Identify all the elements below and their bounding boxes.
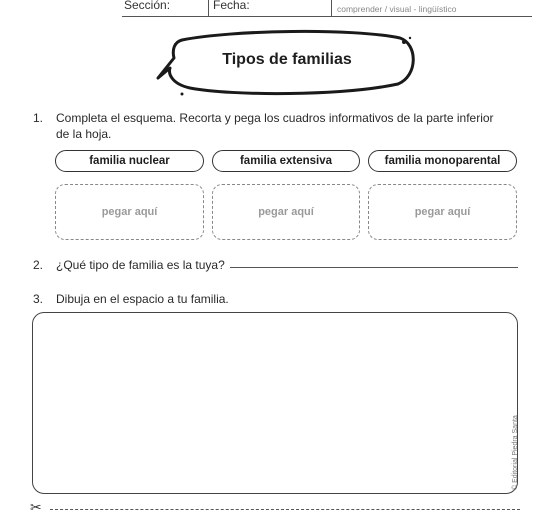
family-type-label: familia nuclear [55, 150, 204, 172]
drawing-area[interactable] [32, 312, 518, 494]
copyright-note: © Editorial Piedra Santa [512, 415, 519, 490]
scissors-icon: ✂ [30, 499, 42, 515]
family-type-label: familia extensiva [212, 150, 360, 172]
header-rule [122, 16, 532, 17]
q1-number: 1. [33, 111, 44, 125]
q2-number: 2. [33, 258, 44, 272]
seccion-label: Sección: [124, 0, 171, 12]
fecha-label: Fecha: [213, 0, 250, 12]
skill-hint: comprender / visual - lingüístico [337, 4, 457, 14]
q1-text-line: Completa el esquema. Recorta y pega los cuadros informativos de la parte inferior [56, 111, 494, 125]
q2-text: ¿Qué tipo de familia es la tuya? [56, 258, 225, 272]
q1-text-line: de la hoja. [56, 127, 112, 141]
cut-line [50, 509, 520, 510]
paste-box: pegar aquí [212, 184, 360, 240]
paste-box: pegar aquí [368, 184, 517, 240]
page-title: Tipos de familias [222, 51, 352, 68]
q3-number: 3. [33, 292, 44, 306]
title-bubble [152, 28, 422, 100]
family-type-label: familia monoparental [368, 150, 517, 172]
paste-box: pegar aquí [55, 184, 204, 240]
answer-line[interactable] [230, 267, 518, 268]
q1-text [56, 110, 494, 142]
q3-text: Dibuja en el espacio a tu familia. [56, 292, 229, 306]
header-divider [208, 0, 209, 16]
header-divider [331, 0, 332, 16]
